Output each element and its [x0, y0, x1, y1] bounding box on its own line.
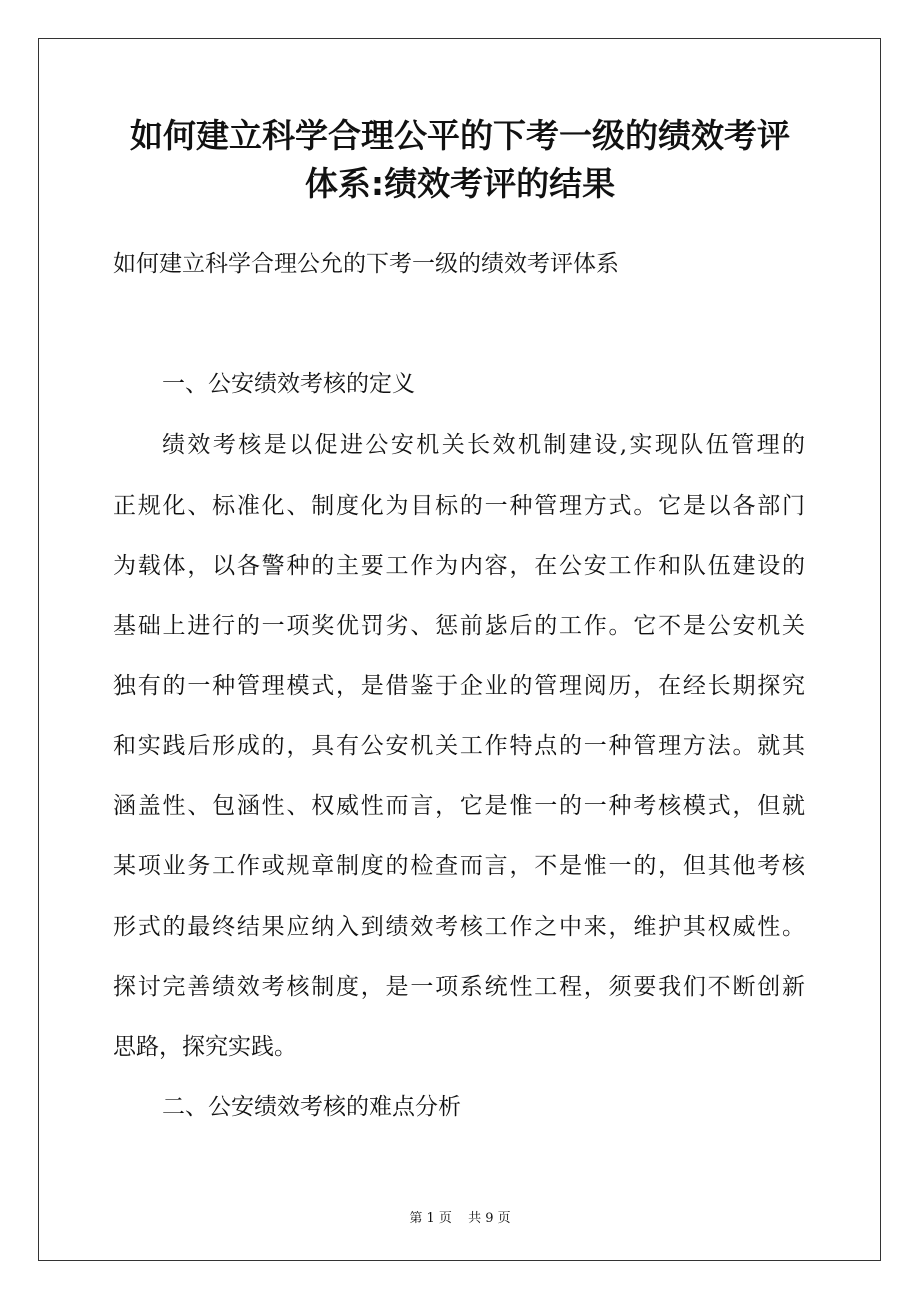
- paragraph-line: 思路，探究实践。: [113, 1034, 297, 1060]
- paragraph-line: 某项业务工作或规章制度的检查而言，不是惟一的，但其他考核: [113, 853, 805, 879]
- paragraph-line: 为载体，以各警种的主要工作为内容，在公安工作和队伍建设的: [113, 553, 805, 579]
- paragraph-line: 正规化、标准化、制度化为目标的一种管理方式。它是以各部门: [113, 493, 805, 519]
- page-footer: [0, 1207, 920, 1226]
- paragraph-line: 基础上进行的一项奖优罚劣、惩前毖后的工作。它不是公安机关: [113, 613, 805, 639]
- paragraph-line: 形式的最终结果应纳入到绩效考核工作之中来，维护其权威性。: [113, 914, 805, 940]
- paragraph-line: 绩效考核是以促进公安机关长效机制建设,实现队伍管理的: [162, 432, 805, 458]
- paragraph-line: 探讨完善绩效考核制度，是一项系统性工程，须要我们不断创新: [113, 974, 805, 1000]
- paragraph-line: 涵盖性、包涵性、权威性而言，它是惟一的一种考核模式，但就: [113, 793, 805, 819]
- section-heading-2: 二、公安绩效考核的难点分析: [162, 1094, 461, 1120]
- document-title-line-1: 如何建立科学合理公平的下考一级的绩效考评: [130, 116, 790, 155]
- page-number: 第 1 页: [409, 1211, 452, 1226]
- page-total: 共 9 页: [468, 1211, 511, 1226]
- paragraph-line: 独有的一种管理模式，是借鉴于企业的管理阅历，在经长期探究: [113, 673, 805, 699]
- page-border: [38, 38, 881, 1261]
- document-title-line-2: 体系:绩效考评的结果: [304, 164, 616, 203]
- paragraph-line: 和实践后形成的，具有公安机关工作特点的一种管理方法。就其: [113, 733, 805, 759]
- subtitle: 如何建立科学合理公允的下考一级的绩效考评体系: [113, 251, 619, 277]
- section-heading-1: 一、公安绩效考核的定义: [162, 371, 415, 397]
